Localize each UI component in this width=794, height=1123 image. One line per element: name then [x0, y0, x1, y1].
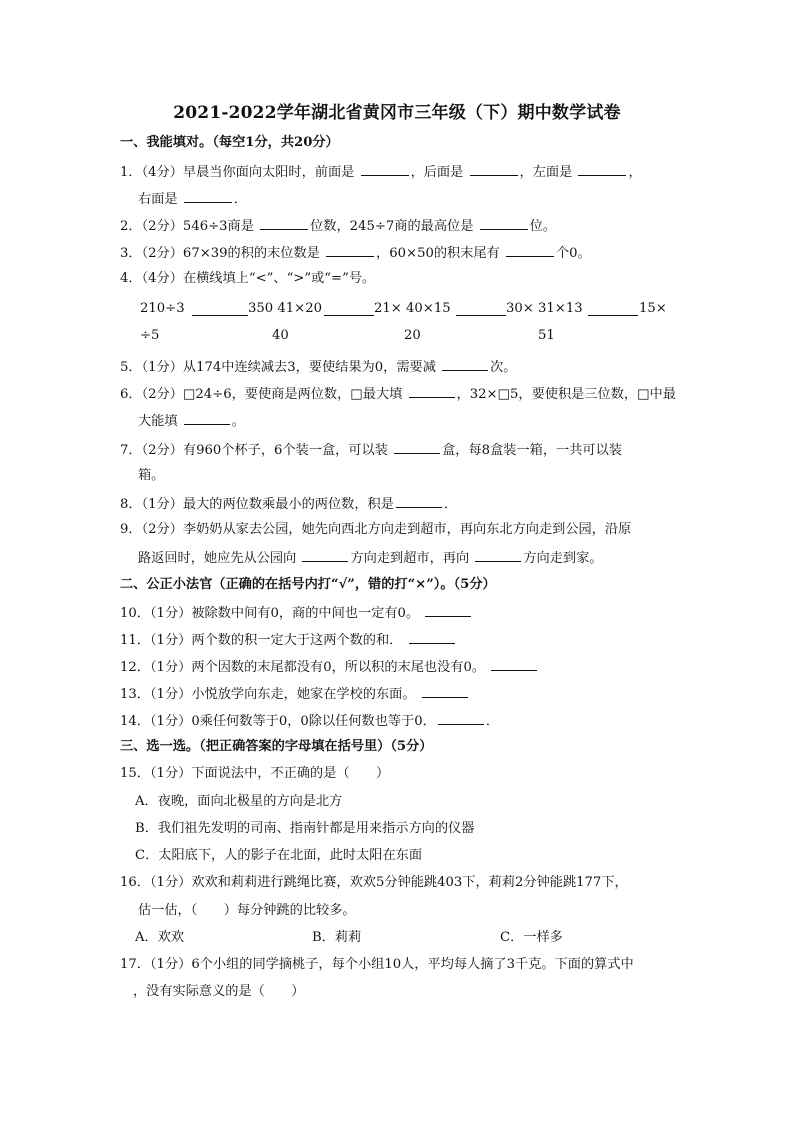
question-1	[120, 162, 642, 182]
answer-blank[interactable]	[409, 384, 455, 398]
question-2	[120, 216, 556, 236]
question-9: 9．（2分）李奶奶从家去公园，她先向西北方向走到超市，再向东北方向走到公园，沿原	[120, 522, 632, 537]
answer-blank[interactable]	[394, 440, 440, 454]
q3-text-a: 3．（2分）67×39的积的末位数是	[120, 246, 325, 261]
answer-blank[interactable]	[425, 603, 471, 617]
question-7-cont: 箱。	[138, 468, 165, 483]
answer-blank[interactable]	[491, 657, 537, 671]
question-11	[120, 630, 457, 650]
q15-option-c[interactable]: C．太阳底下，人的影子在北面，此时太阳在东面	[135, 848, 423, 863]
answer-blank[interactable]	[588, 300, 638, 316]
question-1-cont	[138, 189, 247, 209]
question-6	[120, 384, 676, 404]
answer-blank[interactable]	[578, 162, 626, 176]
q16-option-c[interactable]: C．一样多	[500, 930, 563, 945]
q4-cell: ÷5	[140, 328, 160, 343]
q5-text-b: 次。	[490, 360, 517, 375]
q3-text-c: 个0。	[555, 246, 591, 261]
answer-blank[interactable]	[422, 684, 468, 698]
q6-text-c: 大能填	[138, 414, 182, 429]
q4-cell: 21× 40×15	[374, 301, 451, 316]
q4-cell: 210÷3	[140, 301, 185, 316]
question-16: 16．（1分）欢欢和莉莉进行跳绳比赛，欢欢5分钟能跳403下，莉莉2分钟能跳177下，	[120, 875, 628, 890]
q9-text-d: 方向走到家。	[523, 551, 603, 566]
answer-blank[interactable]	[361, 162, 409, 176]
answer-blank[interactable]	[480, 216, 528, 230]
q15-option-a[interactable]: A．夜晚，面向北极星的方向是北方	[135, 794, 343, 809]
question-14	[120, 711, 499, 731]
answer-blank[interactable]	[456, 300, 506, 316]
q1-text-d: ，	[628, 165, 642, 180]
q16-option-a[interactable]: A．欢欢	[135, 930, 185, 945]
q1-text-c: ，左面是	[519, 165, 577, 180]
q7-text-a: 7．（2分）有960个杯子，6个装一盒，可以装	[120, 443, 393, 458]
q13-text: 13．（1分）小悦放学向东走，她家在学校的东面。	[120, 687, 420, 702]
q8-text-a: 8．（1分）最大的两位数乘最小的两位数，积是	[120, 497, 394, 512]
section-2-heading: 二、公正小法官（正确的在括号内打“√”，错的打“×”）。（5分）	[120, 577, 496, 592]
answer-blank[interactable]	[470, 162, 518, 176]
answer-blank[interactable]	[442, 357, 488, 371]
answer-blank[interactable]	[302, 548, 348, 562]
q2-text-a: 2．（2分）546÷3商是	[120, 219, 259, 234]
answer-blank[interactable]	[192, 300, 248, 316]
question-16-cont: 估一估，（ ）每分钟跳的比较多。	[138, 903, 356, 918]
q4-cell: 51	[538, 328, 555, 343]
question-7	[120, 440, 622, 460]
q1-text-b: ，后面是	[410, 165, 468, 180]
q9-text-c: 方向走到超市，再向	[350, 551, 474, 566]
q11-text: 11．（1分）两个数的积一定大于这两个数的和．	[120, 633, 407, 648]
q1-text-e: 右面是	[138, 192, 182, 207]
answer-blank[interactable]	[396, 494, 442, 508]
question-12	[120, 657, 539, 677]
section-3-heading: 三、选一选。（把正确答案的字母填在括号里）（5分）	[120, 739, 433, 754]
q6-text-d: 。	[231, 414, 245, 429]
q15-option-b[interactable]: B．我们祖先发明的司南、指南针都是用来指示方向的仪器	[135, 821, 475, 836]
answer-blank[interactable]	[506, 243, 554, 257]
q1-text-a: 1．（4分）早晨当你面向太阳时，前面是	[120, 165, 359, 180]
answer-blank[interactable]	[475, 548, 521, 562]
question-15: 15．（1分）下面说法中，不正确的是（ ）	[120, 766, 390, 781]
question-3	[120, 243, 591, 263]
q16-option-b[interactable]: B．莉莉	[312, 930, 362, 945]
q4-cell: 15×	[639, 301, 667, 316]
question-17-cont: ，没有实际意义的是（ ）	[133, 984, 305, 999]
question-8	[120, 494, 457, 514]
question-4: 4．（4分）在横线填上“<”、“>”或“=”号。	[120, 271, 376, 286]
q12-text: 12．（1分）两个因数的末尾都没有0，所以积的末尾也没有0。	[120, 660, 490, 675]
q1-text-f: ．	[233, 192, 247, 207]
q3-text-b: ，60×50的积末尾有	[376, 246, 504, 261]
answer-blank[interactable]	[324, 300, 374, 316]
q6-text-a: 6．（2分）□24÷6，要使商是两位数，□最大填	[120, 387, 407, 402]
q4-cell: 30× 31×13	[506, 301, 583, 316]
q4-cell: 350 41×20	[248, 301, 322, 316]
question-10	[120, 603, 473, 623]
question-6-cont	[138, 411, 245, 431]
q2-text-c: 位。	[529, 219, 556, 234]
q2-text-b: 位数，245÷7商的最高位是	[310, 219, 478, 234]
q7-text-b: 盒，每8盒装一箱，一共可以装	[442, 443, 622, 458]
answer-blank[interactable]	[260, 216, 308, 230]
answer-blank[interactable]	[326, 243, 374, 257]
q8-text-b: ．	[443, 497, 458, 512]
q5-text-a: 5．（1分）从174中连续减去3，要使结果为0，需要减	[120, 360, 441, 375]
answer-blank[interactable]	[184, 189, 232, 203]
page-title: 2021-2022学年湖北省黄冈市三年级（下）期中数学试卷	[173, 103, 621, 123]
question-9-cont	[138, 548, 602, 568]
question-17: 17．（1分）6个小组的同学摘桃子，每个小组10人，平均每人摘了3千克。下面的算式中	[120, 957, 634, 972]
q4-cell: 40	[272, 328, 289, 343]
section-1-heading: 一、我能填对。（每空1分，共20分）	[120, 135, 339, 150]
answer-blank[interactable]	[409, 630, 455, 644]
q6-text-b: ，32×□5，要使积是三位数，□中最	[456, 387, 676, 402]
question-13	[120, 684, 470, 704]
answer-blank[interactable]	[184, 411, 230, 425]
q14-text-b: ．	[485, 714, 500, 729]
q10-text: 10．（1分）被除数中间有0，商的中间也一定有0。	[120, 606, 424, 621]
question-5	[120, 357, 516, 377]
q4-cell: 20	[404, 328, 421, 343]
q9-text-b: 路返回时，她应先从公园向	[138, 551, 301, 566]
answer-blank[interactable]	[438, 711, 484, 725]
q14-text-a: 14．（1分）0乘任何数等于0，0除以任何数也等于0．	[120, 714, 436, 729]
